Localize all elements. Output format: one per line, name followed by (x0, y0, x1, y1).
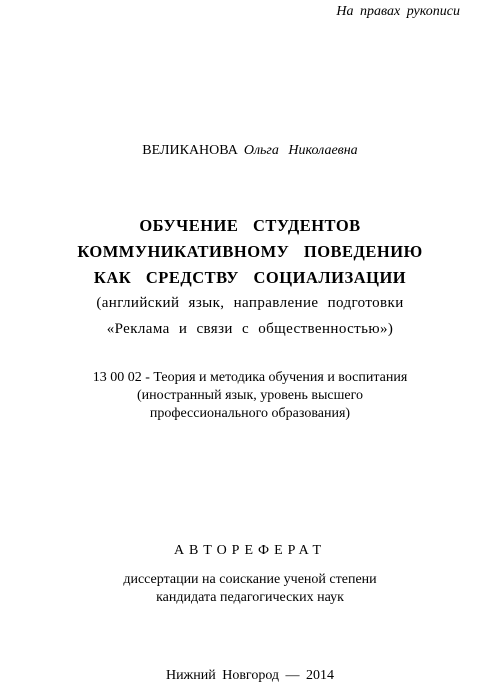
title-line-2: КОММУНИКАТИВНОМУ ПОВЕДЕНИЮ (77, 242, 423, 261)
subtitle-line-2: «Реклама и связи с общественностью») (106, 321, 394, 337)
title-line-1: ОБУЧЕНИЕ СТУДЕНТОВ (139, 216, 361, 235)
purpose-line-2: кандидата педагогических наук (156, 590, 344, 605)
document-genre: АВТОРЕФЕРАТ (173, 543, 327, 558)
purpose-line-1: диссертации на соискание ученой степени (123, 572, 377, 587)
rights-notice: На правах рукописи (336, 4, 460, 19)
author-surname: ВЕЛИКАНОВА (142, 143, 238, 158)
specialty-line-3: профессионального образования) (149, 406, 351, 421)
specialty-line-1: 13 00 02 - Теория и методика обучения и воспитания (92, 370, 408, 385)
place-year: Нижний Новгород — 2014 (165, 668, 335, 683)
subtitle-line-1: (английский язык, направление подготовки (96, 295, 404, 311)
title-line-3: КАК СРЕДСТВУ СОЦИАЛИЗАЦИИ (93, 268, 407, 287)
author-name (0, 143, 500, 159)
author-first-patronymic: Ольга Николаевна (243, 143, 358, 158)
specialty-line-2: (иностранный язык, уровень высшего (136, 388, 363, 403)
